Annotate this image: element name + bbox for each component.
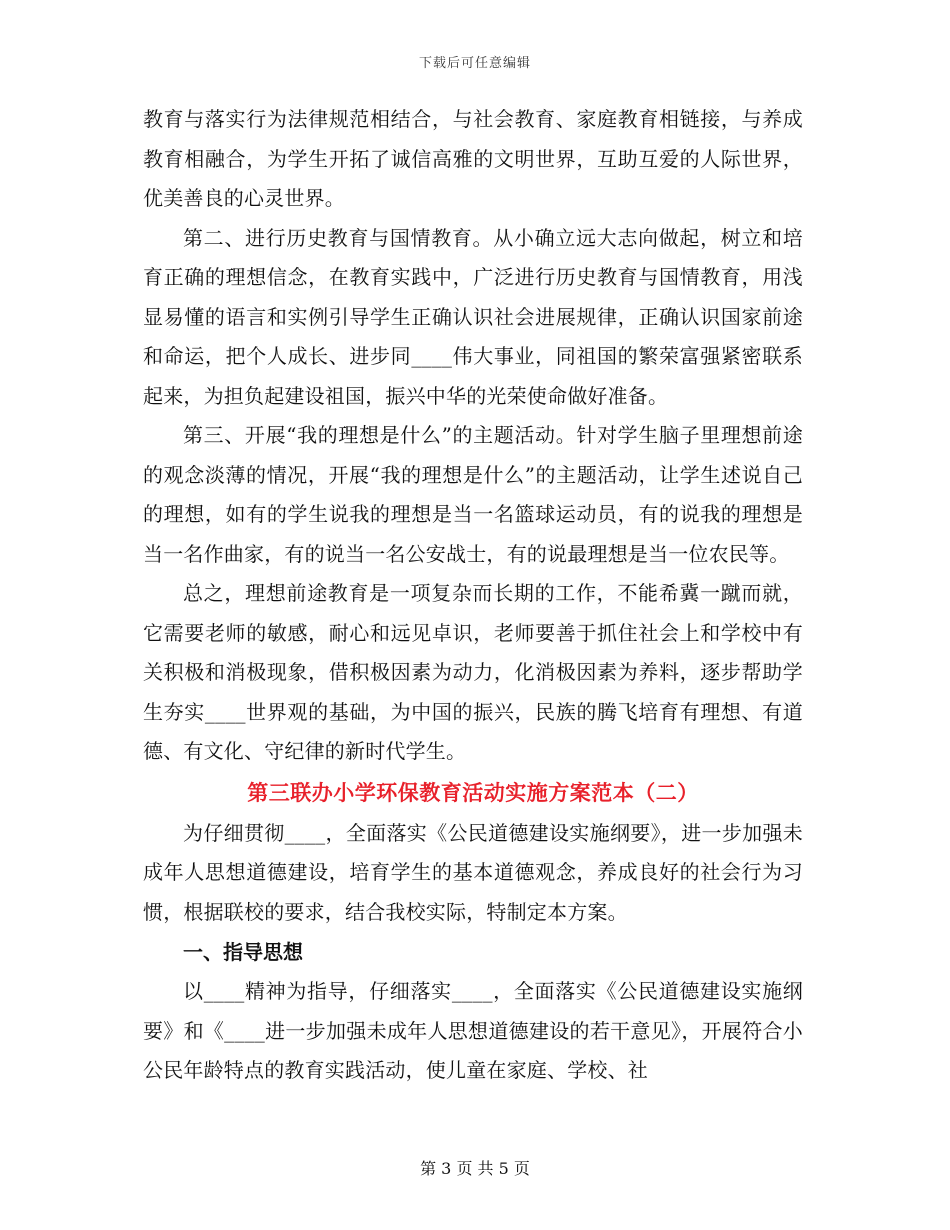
paragraph-ideal-activity: 第三、开展“我的理想是什么”的主题活动。针对学生脑子里理想前途的观念淡薄的情况，开展“我的理想是什么”的主题活动，让学生述说自己的理想，如有的学生说我的理想是当一名篮球运动员，有的说我的理想是当一名作曲家，有的说当一名公安战士，有的说最理想是当一位农民等。 — [143, 423, 803, 566]
section-title: 第三联办小学环保教育活动实施方案范本（二） — [247, 779, 699, 805]
paragraph-history-education: 第二、进行历史教育与国情教育。从小确立远大志向做起，树立和培育正确的理想信念，在教育实践中，广泛进行历史教育与国情教育，用浅显易懂的语言和实例引导学生正确认识社会进展规律，正确认识国家前途和命运，把个人成长、进步同____伟大事业，同祖国的繁荣富强紧密联系起来，为担负起建设祖国，振兴中华的光荣使命做好准备。 — [143, 225, 803, 408]
page-number: 第 3 页 共 5 页 — [420, 1159, 530, 1178]
subheading-guiding-ideology: 一、指导思想 — [183, 940, 303, 964]
paragraph-intro: 为仔细贯彻____，全面落实《公民道德建设实施纲要》，进一步加强未成年人思想道德建设，培育学生的基本道德观念，养成良好的社会行为习惯，根据联校的要求，结合我校实际，特制定本方案。 — [143, 820, 803, 924]
paragraph-guiding-ideology: 以____精神为指导，仔细落实____，全面落实《公民道德建设实施纲要》和《____进一步加强未成年人思想道德建设的若干意见》，开展符合小公民年龄特点的教育实践活动，使儿童在家庭、学校、社 — [143, 979, 803, 1082]
paragraph-summary: 总之，理想前途教育是一项复杂而长期的工作，不能希冀一蹴而就，它需要老师的敏感，耐心和远见卓识，老师要善于抓住社会上和学校中有关积极和消极现象，借积极因素为动力，化消极因素为养料，逐步帮助学生夯实____世界观的基础，为中国的振兴，民族的腾飞培育有理想、有道德、有文化、守纪律的新时代学生。 — [143, 581, 803, 763]
document-body — [143, 100, 803, 1091]
page-header: 下载后可任意编辑 — [418, 56, 531, 71]
paragraph-continuation: 教育与落实行为法律规范相结合，与社会教育、家庭教育相链接，与养成教育相融合，为学生开拓了诚信高雅的文明世界，互助互爱的人际世界，优美善良的心灵世界。 — [143, 107, 803, 210]
